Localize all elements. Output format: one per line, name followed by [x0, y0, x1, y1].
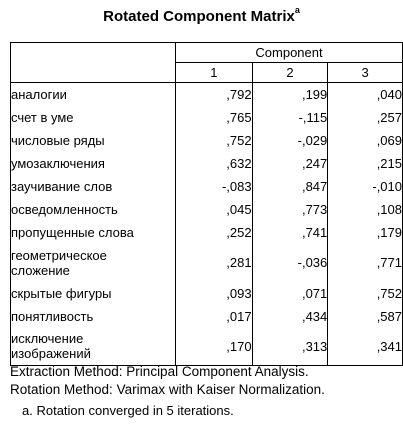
table-row	[11, 328, 403, 366]
column-header-2: 2	[252, 63, 328, 83]
cell-value: ,093	[176, 282, 253, 305]
row-label: числовые ряды	[11, 129, 176, 152]
table-row	[11, 106, 403, 129]
cell-value: ,752	[328, 282, 403, 305]
row-label: осведомленность	[11, 198, 176, 221]
cell-value: -,010	[328, 175, 403, 198]
row-label	[11, 244, 176, 282]
cell-value: ,281	[176, 244, 253, 282]
row-label: умозаключения	[11, 152, 176, 175]
cell-value: ,108	[328, 198, 403, 221]
cell-value: ,257	[328, 106, 403, 129]
row-label	[11, 328, 176, 366]
header-row-group	[11, 43, 403, 63]
footer-extraction-method: Extraction Method: Principal Component Analysis.	[10, 364, 309, 379]
cell-value: ,045	[176, 198, 253, 221]
header-corner-cell	[11, 43, 176, 83]
cell-value: -,029	[252, 129, 328, 152]
row-label: счет в уме	[11, 106, 176, 129]
cell-value: ,771	[328, 244, 403, 282]
footer-note	[22, 403, 234, 418]
table-title-text: Rotated Component Matrix	[103, 8, 295, 25]
cell-value: ,434	[252, 305, 328, 328]
footer-note-text: Rotation converged in 5 iterations.	[36, 403, 234, 418]
component-group-header: Component	[176, 43, 403, 63]
cell-value: ,773	[252, 198, 328, 221]
table-row	[11, 244, 403, 282]
row-label: скрытые фигуры	[11, 282, 176, 305]
row-label-line: геометрическое	[11, 247, 107, 263]
cell-value: ,847	[252, 175, 328, 198]
cell-value: ,752	[176, 129, 253, 152]
cell-value: ,587	[328, 305, 403, 328]
table-row	[11, 221, 403, 244]
cell-value: ,792	[176, 83, 253, 106]
title-footnote-marker: a	[294, 5, 300, 15]
cell-value: -,083	[176, 175, 253, 198]
cell-value: ,179	[328, 221, 403, 244]
footer-rotation-method: Rotation Method: Varimax with Kaiser Normalization.	[10, 382, 325, 397]
cell-value: ,765	[176, 106, 253, 129]
cell-value: ,069	[328, 129, 403, 152]
rotated-component-matrix-table	[10, 42, 403, 366]
table-title	[0, 7, 403, 25]
cell-value: ,632	[176, 152, 253, 175]
footer-note-marker: a.	[22, 403, 33, 418]
row-label: аналогии	[11, 83, 176, 106]
cell-value: ,215	[328, 152, 403, 175]
column-header-1: 1	[176, 63, 253, 83]
cell-value: ,741	[252, 221, 328, 244]
row-label-line: изображений	[11, 346, 91, 362]
cell-value: ,313	[252, 328, 328, 366]
cell-value: ,341	[328, 328, 403, 366]
cell-value: ,252	[176, 221, 253, 244]
table-row	[11, 83, 403, 106]
cell-value: ,040	[328, 83, 403, 106]
table-row	[11, 198, 403, 221]
cell-value: ,071	[252, 282, 328, 305]
table-row	[11, 305, 403, 328]
cell-value: -,115	[252, 106, 328, 129]
row-label-line: сложение	[11, 262, 70, 278]
cell-value: -,036	[252, 244, 328, 282]
table-row	[11, 175, 403, 198]
row-label: понятливость	[11, 305, 176, 328]
table-row	[11, 129, 403, 152]
table-row	[11, 152, 403, 175]
cell-value: ,247	[252, 152, 328, 175]
cell-value: ,170	[176, 328, 253, 366]
column-header-3: 3	[328, 63, 403, 83]
row-label-line: исключение	[11, 331, 84, 347]
row-label: заучивание слов	[11, 175, 176, 198]
table-row	[11, 282, 403, 305]
cell-value: ,199	[252, 83, 328, 106]
row-label: пропущенные слова	[11, 221, 176, 244]
cell-value: ,017	[176, 305, 253, 328]
